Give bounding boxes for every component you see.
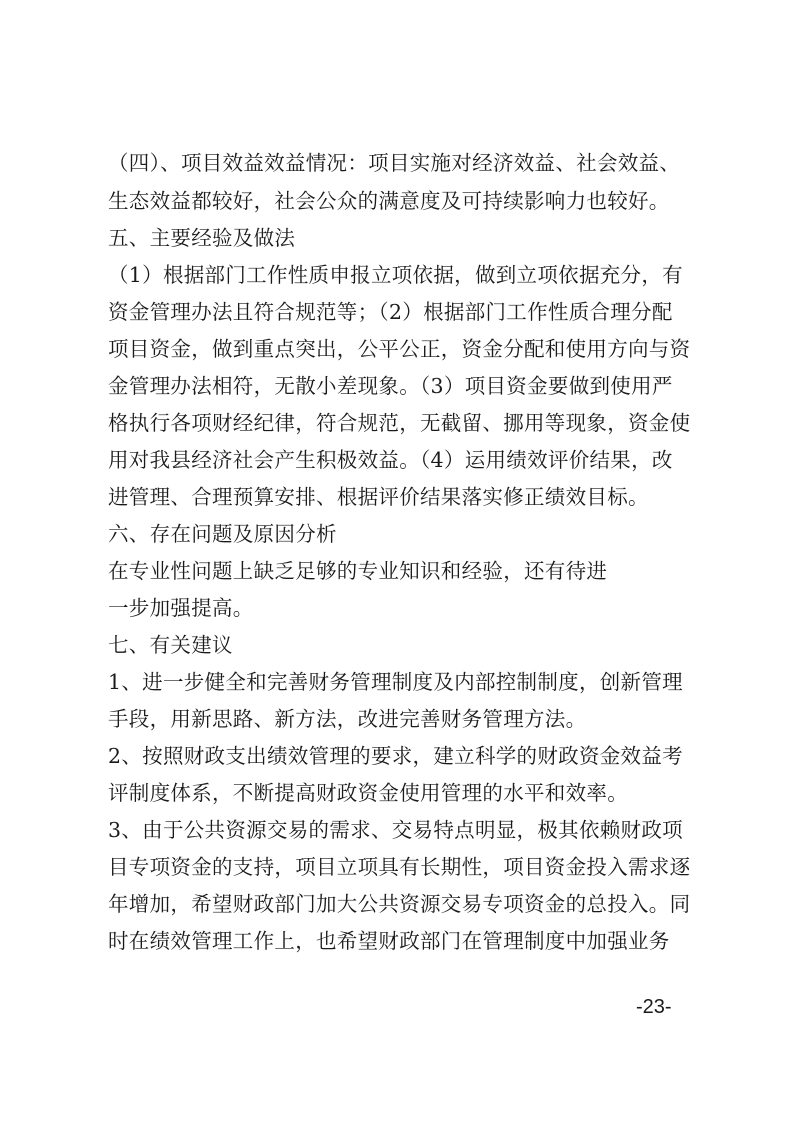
body-text-line: 3、由于公共资源交易的需求、交易特点明显，极其依赖财政项 [108,818,683,842]
page-number: -23- [636,996,672,1018]
body-text-line: 进管理、合理预算安排、根据评价结果落实修正绩效目标。 [108,485,649,509]
body-text-line: 资金管理办法且符合规范等；（2）根据部门工作性质合理分配 [108,300,673,324]
body-text-line: 2、按照财政支出绩效管理的要求，建立科学的财政资金效益考 [108,744,683,768]
body-text-line: 手段，用新思路、新方法，改进完善财务管理方法。 [108,707,587,731]
body-text-line: 年增加，希望财政部门加大公共资源交易专项资金的总投入。同 [108,892,691,916]
body-text-line: 一步加强提高。 [108,596,254,620]
body-text-line: 金管理办法相符，无散小差现象。（3）项目资金要做到使用严 [108,374,673,398]
body-text-line: （四）、项目效益效益情况：项目实施对经济效益、社会效益、 [108,151,681,175]
body-text-line: 时在绩效管理工作上，也希望财政部门在管理制度中加强业务 [108,929,670,953]
body-text-line: 在专业性问题上缺乏足够的专业知识和经验，还有待进 [108,559,608,583]
body-text-line: 用对我县经济社会产生积极效益。（4）运用绩效评价结果，改 [108,448,673,472]
body-text-line: 项目资金，做到重点突出，公平公正，资金分配和使用方向与资 [108,337,691,361]
body-text-line: 格执行各项财经纪律，符合规范，无截留、挪用等现象，资金使 [108,411,691,435]
body-text-line: 目专项资金的支持，项目立项具有长期性，项目资金投入需求逐 [108,855,691,879]
section-heading: 七、有关建议 [108,633,233,657]
section-heading: 五、主要经验及做法 [108,226,296,250]
body-text-line: （1）根据部门工作性质申报立项依据，做到立项依据充分，有 [108,263,683,287]
section-heading: 六、存在问题及原因分析 [108,522,337,546]
body-text-line: 生态效益都较好，社会公众的满意度及可持续影响力也较好。 [108,189,670,213]
body-text-line: 1、进一步健全和完善财务管理制度及内部控制制度，创新管理 [108,670,683,694]
body-text-line: 评制度体系，不断提高财政资金使用管理的水平和效率。 [108,781,628,805]
